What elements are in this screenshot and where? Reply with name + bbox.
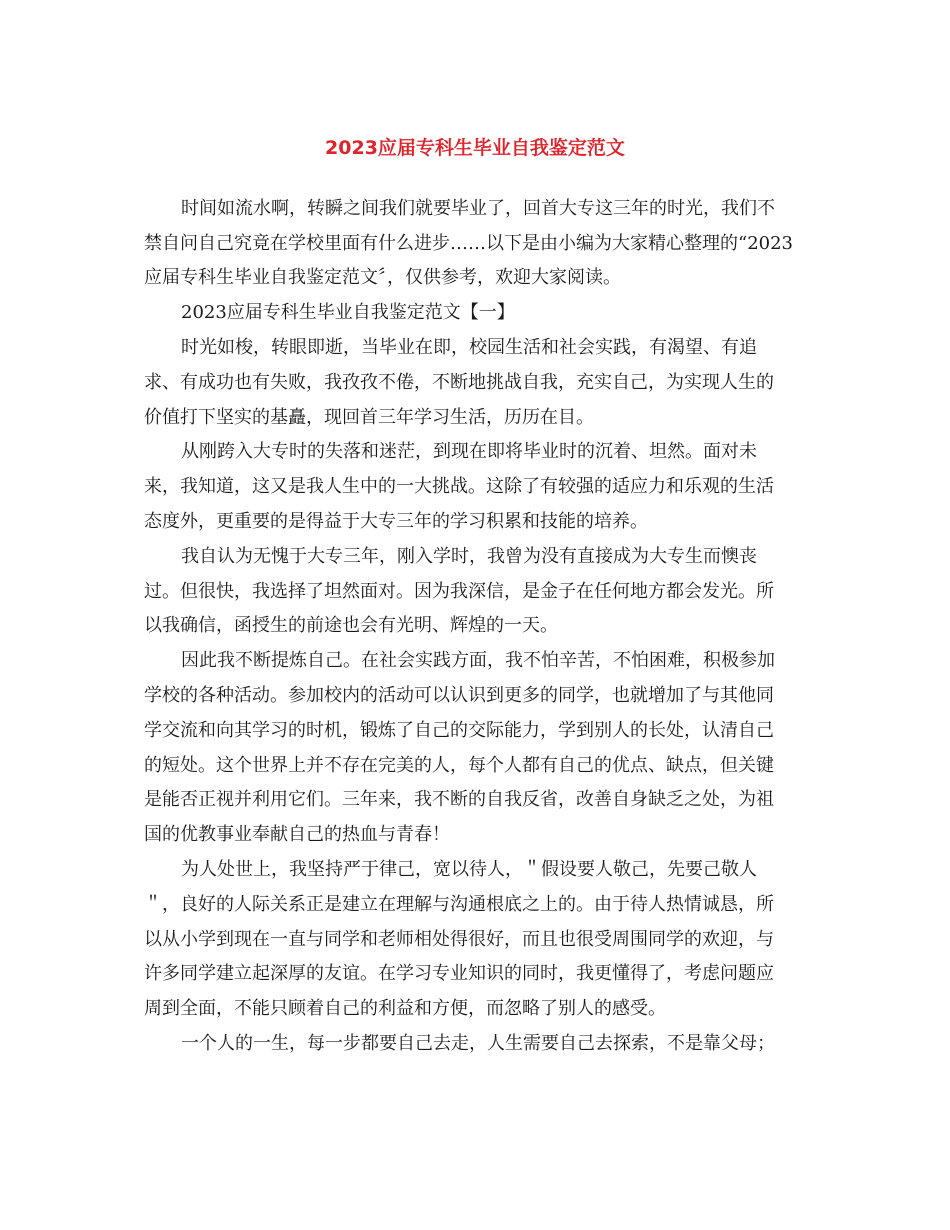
text-line: 过。但很快，我选择了坦然面对。因为我深信，是金子在任何地方都会发光。所 — [144, 581, 774, 602]
text-line: 时间如流水啊，转瞬之间我们就要毕业了，回首大专这三年的时光，我们不 — [181, 198, 775, 219]
text-line: 求、有成功也有失败，我孜孜不倦，不断地挑战自我，充实自己，为实现人生的 — [144, 372, 774, 393]
section-heading: 2023应届专科生毕业自我鉴定范文【一】 — [181, 302, 515, 323]
text-line: 国的优教事业奉献自己的热血与青春！ — [144, 824, 450, 845]
text-line: 从刚跨入大专时的失落和迷茫，到现在即将毕业时的沉着、坦然。面对未 — [181, 441, 757, 462]
text-line: 为人处世上，我坚持严于律己，宽以待人，＂假设要人敬己，先要己敬人 — [181, 859, 757, 880]
text-line: 学校的各种活动。参加校内的活动可以认识到更多的同学，也就增加了与其他同 — [144, 685, 774, 706]
text-line: 周到全面，不能只顾着自己的利益和方便，而忽略了别人的感受。 — [144, 998, 666, 1019]
text-line: 应届专科生毕业自我鉴定范文〞，仅供参考，欢迎大家阅读。 — [144, 267, 621, 288]
text-line: 以从小学到现在一直与同学和老师相处得很好，而且也很受周围同学的欢迎，与 — [144, 929, 774, 950]
text-line: 来，我知道，这又是我人生中的一大挑战。这除了有较强的适应力和乐观的生活 — [144, 476, 774, 497]
text-line: 时光如梭，转眼即逝，当毕业在即，校园生活和社会实践，有渴望、有追 — [181, 337, 757, 358]
text-line: 的短处。这个世界上并不存在完美的人，每个人都有自己的优点、缺点，但关键 — [144, 755, 774, 776]
text-line: 因此我不断提炼自己。在社会实践方面，我不怕辛苦，不怕困难，积极参加 — [181, 650, 775, 671]
text-line: 态度外，更重要的是得益于大专三年的学习积累和技能的培养。 — [144, 511, 648, 532]
text-line: 一个人的一生，每一步都要自己去走，人生需要自己去探索，不是靠父母； — [181, 1033, 775, 1054]
text-line: 是能否正视并利用它们。三年来，我不断的自我反省，改善自身缺乏之处，为祖 — [144, 789, 774, 810]
text-line: 许多同学建立起深厚的友谊。在学习专业知识的同时，我更懂得了，考虑问题应 — [144, 963, 774, 984]
text-line: 我自认为无愧于大专三年，刚入学时，我曾为没有直接成为大专生而懊丧 — [181, 546, 757, 567]
text-line: 学交流和向其学习的时机，锻炼了自己的交际能力，学到别人的长处，认清自己 — [144, 720, 774, 741]
text-line: 价值打下坚实的基矗，现回首三年学习生活，历历在目。 — [144, 407, 594, 428]
text-line: 禁自问自己究竟在学校里面有什么进步……以下是由小编为大家精心整理的“2023 — [144, 233, 794, 254]
text-line: ＂，良好的人际关系正是建立在理解与沟通根底之上的。由于待人热情诚恳，所 — [144, 894, 774, 915]
text-line: 以我确信，函授生的前途也会有光明、辉煌的一天。 — [144, 615, 558, 636]
document-title: 2023应届专科生毕业自我鉴定范文 — [325, 137, 625, 159]
